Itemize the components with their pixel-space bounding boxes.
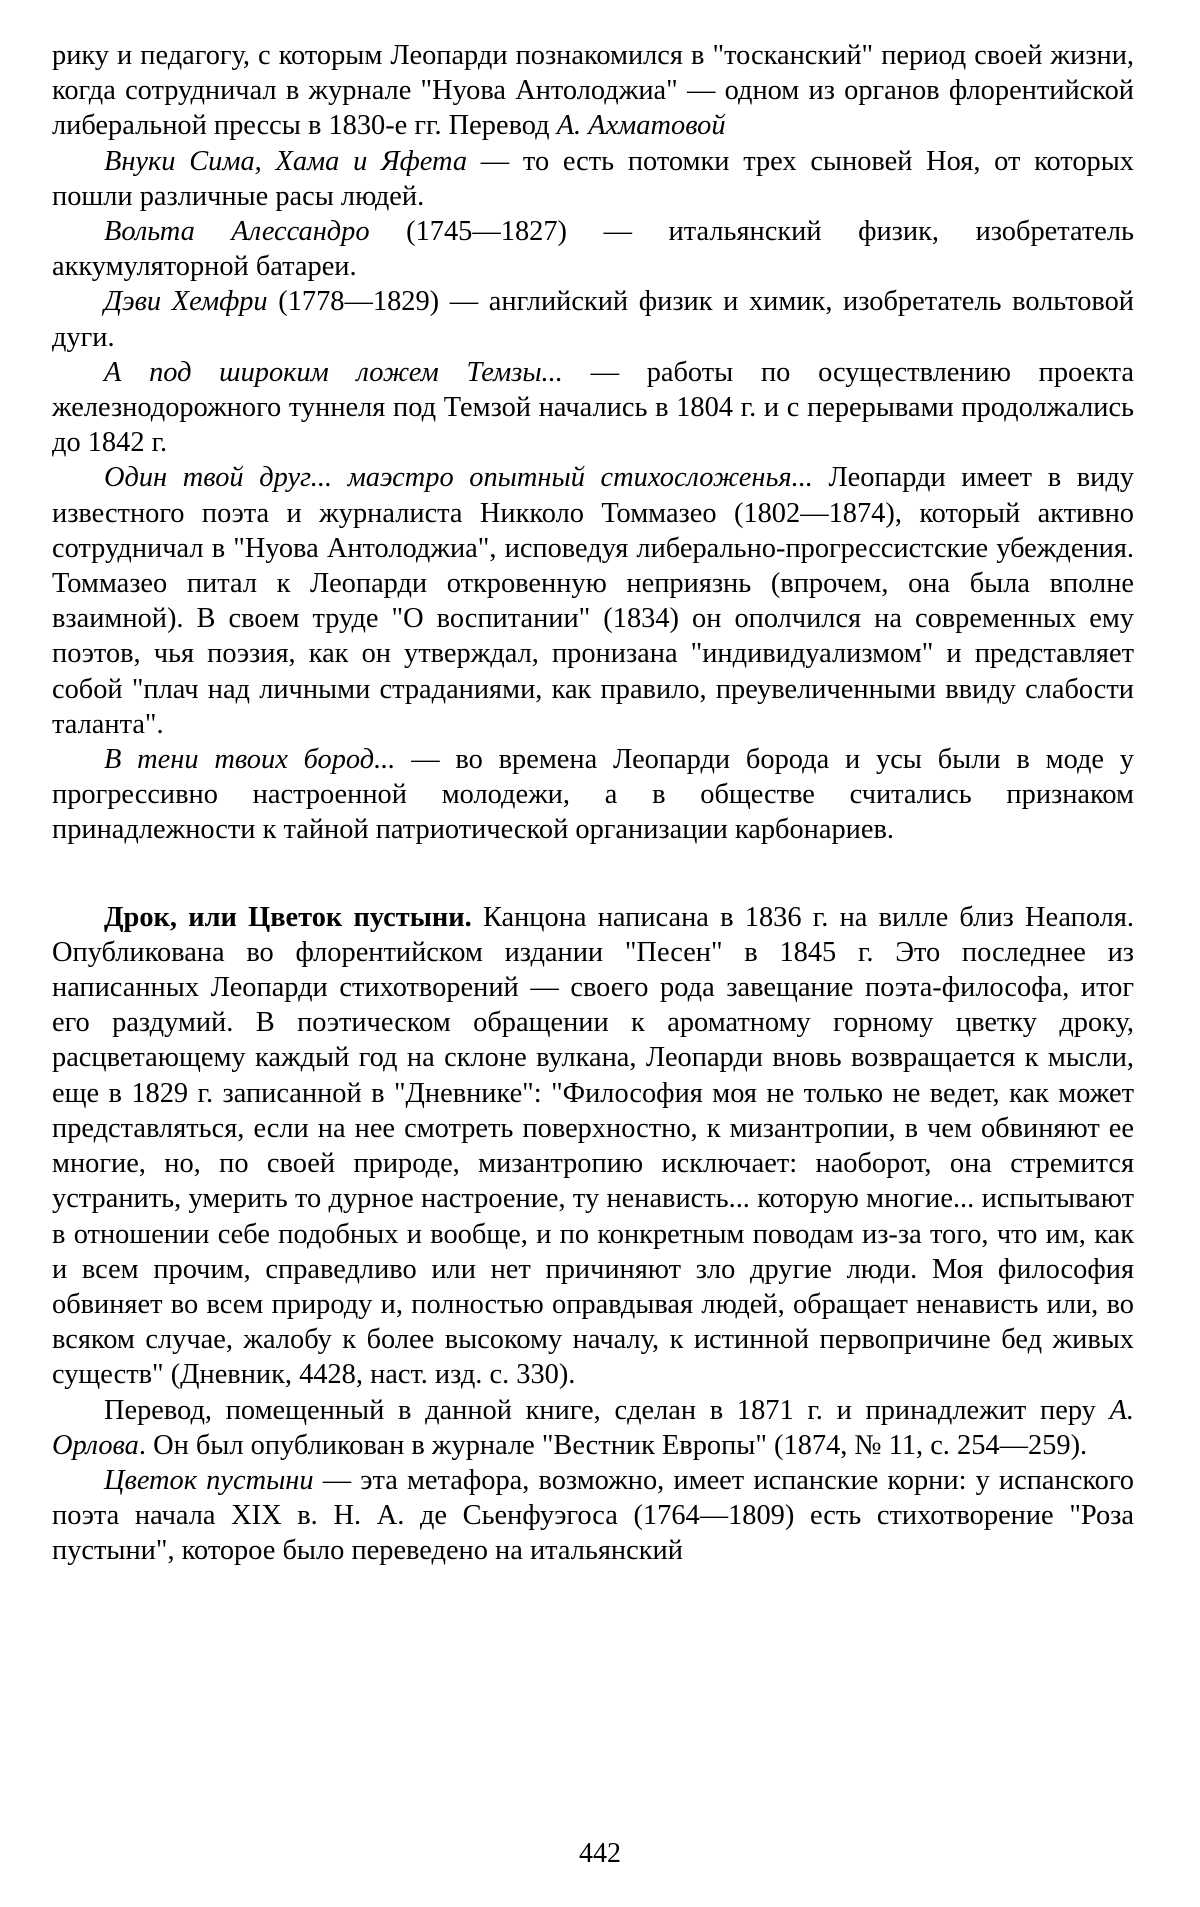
note-body: (1778—1829) — английский физик и химик, изобретатель вольтовой дуги.: [52, 286, 1134, 353]
note-tommaseo: [52, 460, 1134, 742]
translator-name: А. Ахматовой: [556, 110, 726, 142]
note-lead: Один твой друг... маэстро опытный стихосложенья...: [104, 462, 813, 494]
note-body: — работы по осуществлению проекта железнодорожного туннеля под Темзой начались в 1804 г. и с перерывами продолжались до 1842 г.: [52, 356, 1134, 459]
section-translation: [52, 1393, 1134, 1463]
note-desert-flower: [52, 1463, 1134, 1569]
note-body: (1745—1827) — итальянский физик, изобретатель аккумуляторной батареи.: [52, 216, 1134, 283]
book-page: [52, 38, 1134, 1838]
note-volta: [52, 214, 1134, 284]
section-title: Дрок, или Цветок пустыни.: [104, 901, 472, 933]
note-body: — то есть потомки трех сыновей Ноя, от которых пошли различные расы людей.: [52, 145, 1134, 212]
page-number: 442: [579, 1838, 621, 1869]
note-lead: Вольта Алессандро: [104, 216, 370, 248]
note-thames: [52, 355, 1134, 461]
section-spacer: [52, 848, 1134, 900]
note-beards: [52, 742, 1134, 848]
note-sim-ham-japheth: [52, 144, 1134, 214]
note-lead: Дэви Хемфри: [104, 286, 268, 318]
note-body: Леопарди имеет в виду известного поэта и журналиста Никколо Томмазео (1802—1874), который активно сотрудничал в "Нуова Антолоджиа", исповедуя либерально-прогрессистские убеждения. Томмазео питал к Леопарди откровенную неприязнь (впрочем, она была вполне взаимной). В своем труде "О воспитании" (1834) он ополчился на современных ему поэтов, чья поэзия, как он утверждал, пронизана "индивидуализмом" и представляет собой "плач над личными страданиями, как правило, преувеличенными ввиду слабости таланта".: [52, 462, 1135, 740]
note-lead: Внуки Сима, Хама и Яфета: [104, 145, 468, 177]
section-intro-text: Канцона написана в 1836 г. на вилле близ Неаполя. Опубликована во флорентийском издании "Песен" в 1845 г. Это последнее из написанных Леопарди стихотворений — своего рода завещание поэта-философа, итог его раздумий. В поэтическом обращении к ароматному горному цветку дроку, расцветающему каждый год на склоне вулкана, Леопарди вновь возвращается к мысли, еще в 1829 г. записанной в "Дневнике": "Философия моя не только не ведет, как может представляться, если на нее смотреть поверхностно, к мизантропии, в чем обвиняют ее многие, но, по своей природе, мизантропию исключает: наоборот, она стремится устранить, умерить то дурное настроение, ту ненависть... которую многие... испытывают в отношении себе подобных и вообще, и по конкретным поводам из-за того, что им, как и всем прочим, справедливо или нет причиняют зло другие люди. Моя философия обвиняет во всем природу и, полностью оправдывая людей, обращает ненависть или, во всяком случае, жалобу к более высокому началу, к истинной первопричине бед живых существ" (Дневник, 4428, наст. изд. с. 330).: [52, 901, 1134, 1391]
note-body: — во времена Леопарди борода и усы были в моде у прогрессивно настроенной молодежи, а в обществе считались признаком принадлежности к тайной патриотической организации карбонариев.: [52, 744, 1134, 846]
note-lead: В тени твоих бород...: [104, 744, 396, 776]
translation-text-before: Перевод, помещенный в данной книге, сделан в 1871 г. и принадлежит перу: [104, 1394, 1110, 1426]
note-lead: Цветок пустыни: [104, 1464, 314, 1496]
note-continuation: [52, 38, 1134, 144]
note-lead: А под широким ложем Темзы...: [104, 356, 563, 388]
translation-author: А. Орлова: [52, 1394, 1134, 1461]
section-intro: [52, 900, 1134, 1393]
translation-text-after: . Он был опубликован в журнале "Вестник Европы" (1874, № 11, с. 254—259).: [138, 1429, 1088, 1461]
note-davy: [52, 284, 1134, 354]
note-body: рику и педагогу, с которым Леопарди познакомился в "тосканский" период своей жизни, когда сотрудничал в журнале "Нуова Антолоджиа" — одном из органов флорентийской либеральной прессы в 1830-е гг. Перевод: [52, 40, 1134, 142]
note-body: — эта метафора, возможно, имеет испанские корни: у испанского поэта начала XIX в. Н. А. де Сьенфуэгоса (1764—1809) есть стихотворение "Роза пустыни", которое было переведено на итальянский: [52, 1464, 1134, 1567]
